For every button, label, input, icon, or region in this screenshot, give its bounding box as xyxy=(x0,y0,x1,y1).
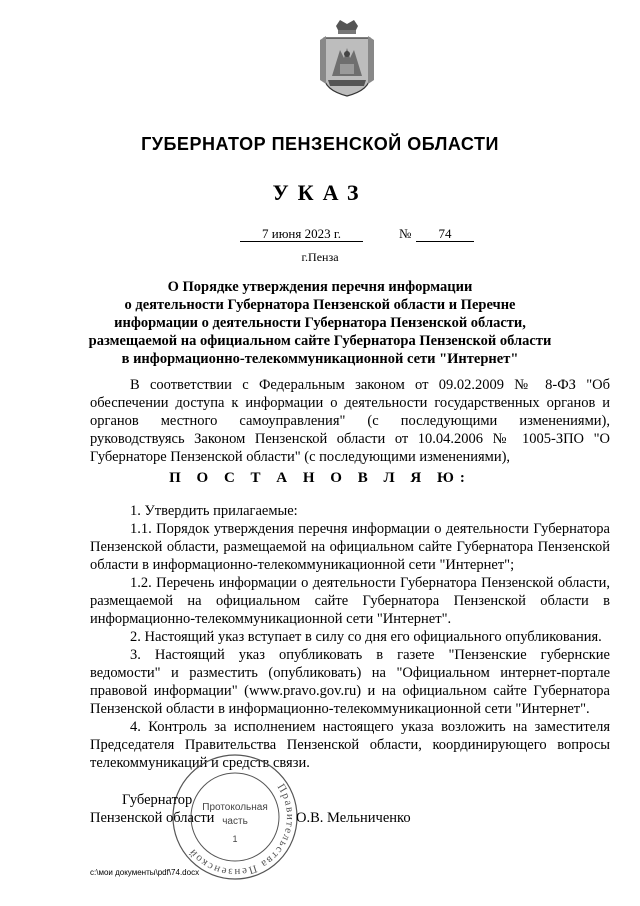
signatory-position-line2: Пензенской области xyxy=(90,810,215,826)
decree-word: П О С Т А Н О В Л Я Ю: xyxy=(169,470,471,486)
decree-item: 1. Утвердить прилагаемые: xyxy=(130,503,298,519)
decree-item: 4. Контроль за исполнением настоящего указа возложить на заместителя Председателя Правительства Пензенской области, координирующего вопросы телекоммуникаций и средств связи. xyxy=(90,719,610,771)
stamp-label-line1: Протокольная xyxy=(202,802,268,813)
number-sign: № xyxy=(399,226,412,241)
title-line: информации о деятельности Губернатора Пензенской области, xyxy=(114,315,526,331)
title-line: в информационно-телекоммуникационной сети "Интернет" xyxy=(121,351,519,367)
date-underline xyxy=(240,241,363,242)
title-line: размещаемой на официальном сайте Губернатора Пензенской области xyxy=(88,333,552,349)
title-line: о деятельности Губернатора Пензенской области и Перечне xyxy=(124,297,516,313)
decree-item: 3. Настоящий указ опубликовать в газете "Пензенские губернские ведомости" и разместить (опубликовать) на "Официальном интернет-портале правовой информации" (www.pravo.gov.ru) и на официальном сайте Губернатора Пензенской области в информационно-телекоммуникационной сети "Интернет". xyxy=(90,647,610,717)
preamble-paragraph: В соответствии с Федеральным законом от 09.02.2009 № 8-ФЗ "Об обеспечении доступа к информации о деятельности государственных органов и органов местного самоуправления" (с последующими изменениями), руководствуясь Законом Пензенской области от 10.04.2006 № 1005-ЗПО "О Губернаторе Пензенской области" (с последующими изменениями), xyxy=(90,377,610,465)
stamp-label-line2: часть xyxy=(222,816,248,827)
stamp-number: 1 xyxy=(232,834,238,844)
organization-heading: ГУБЕРНАТОР ПЕНЗЕНСКОЙ ОБЛАСТИ xyxy=(141,134,499,154)
decree-title xyxy=(40,278,600,368)
signatory-name: О.В. Мельниченко xyxy=(296,810,411,826)
decree-item: 2. Настоящий указ вступает в силу со дня его официального опубликования. xyxy=(130,629,602,645)
document-type-heading: УКАЗ xyxy=(272,180,368,205)
stamp-ring-text: Правительства Пензенской xyxy=(185,781,297,879)
decree-items xyxy=(90,502,610,772)
number-underline xyxy=(416,241,474,242)
svg-text:Правительства Пензенской xyxy=(186,782,296,878)
title-line: О Порядке утверждения перечня информации xyxy=(167,279,473,295)
signatory-position-line1: Губернатор xyxy=(122,792,193,808)
decree-item: 1.2. Перечень информации о деятельности Губернатора Пензенской области, размещаемой на официальном сайте Губернатора Пензенской области в информационно-телекоммуникационной сети "Интернет". xyxy=(90,575,610,627)
coat-of-arms-emblem xyxy=(318,18,376,98)
file-path-footer: c:\мои документы\pdf\74.docx xyxy=(90,868,200,877)
decree-item: 1.1. Порядок утверждения перечня информации о деятельности Губернатора Пензенской области, размещаемой на официальном сайте Губернатора Пензенской области в информационно-телекоммуникационной сети "Интернет"; xyxy=(90,521,610,573)
city-name: г.Пенза xyxy=(301,250,339,264)
decree-date: 7 июня 2023 г. xyxy=(262,226,341,241)
decree-number: 74 xyxy=(438,226,452,241)
